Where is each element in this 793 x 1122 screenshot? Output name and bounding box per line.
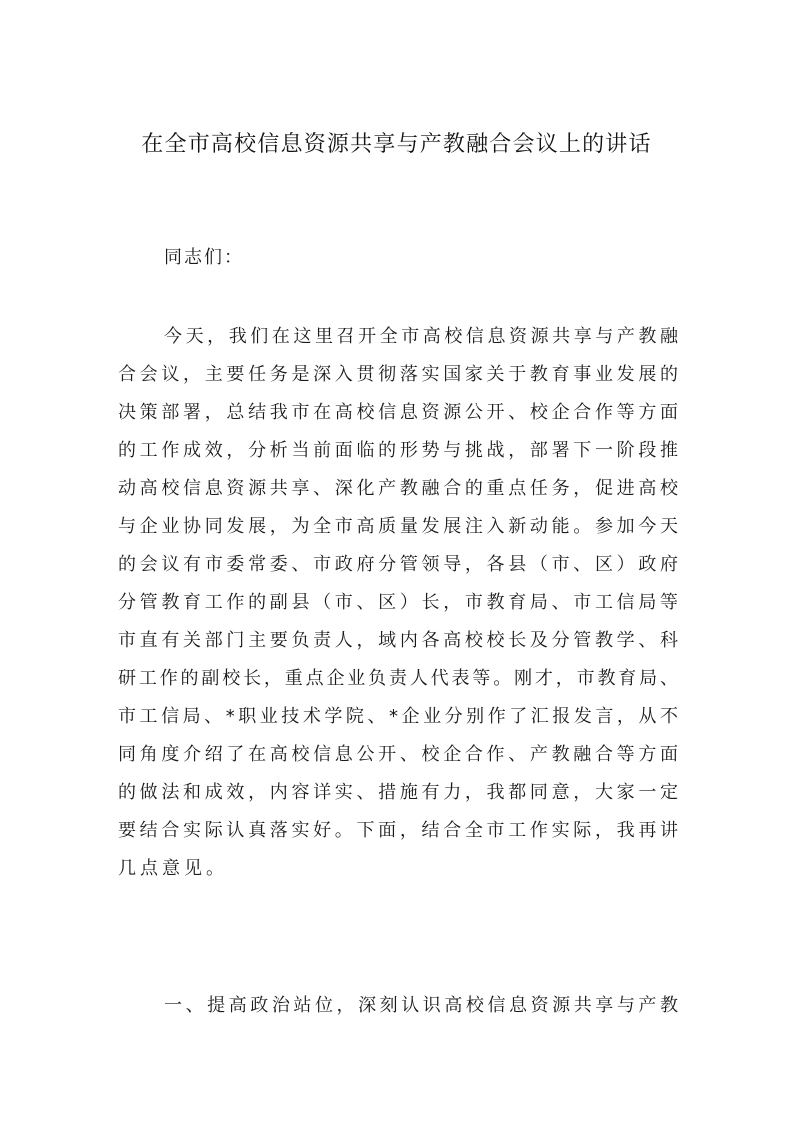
paragraph-line: 同角度介绍了在高校信息公开、校企合作、产教融合等方面 <box>118 744 678 765</box>
paragraph-line: 要结合实际认真落实好。下面，结合全市工作实际，我再讲 <box>118 820 678 841</box>
paragraph-line: 合会议，主要任务是深入贯彻落实国家关于教育事业发展的 <box>118 364 678 385</box>
paragraph-line: 市直有关部门主要负责人，域内各高校校长及分管教学、科 <box>118 630 678 651</box>
paragraph-line: 的会议有市委常委、市政府分管领导，各县（市、区）政府 <box>118 554 678 575</box>
paragraph-line: 与企业协同发展，为全市高质量发展注入新动能。参加今天 <box>118 516 678 537</box>
paragraph-line: 分管教育工作的副县（市、区）长，市教育局、市工信局等 <box>118 592 678 613</box>
paragraph-line: 的工作成效，分析当前面临的形势与挑战，部署下一阶段推 <box>118 440 678 461</box>
salutation: 同志们： <box>164 247 244 268</box>
paragraph-line: 几点意见。 <box>118 858 228 879</box>
document-title: 在全市高校信息资源共享与产教融合会议上的讲话 <box>141 132 652 157</box>
paragraph-line: 决策部署，总结我市在高校信息资源公开、校企合作等方面 <box>118 402 678 423</box>
paragraph-line: 动高校信息资源共享、深化产教融合的重点任务，促进高校 <box>118 478 678 499</box>
paragraph-line: 今天，我们在这里召开全市高校信息资源共享与产教融 <box>164 326 678 347</box>
paragraph-line: 市工信局、*职业技术学院、*企业分别作了汇报发言，从不 <box>118 706 678 727</box>
paragraph-line: 研工作的副校长，重点企业负责人代表等。刚才，市教育局、 <box>118 668 678 689</box>
paragraph-line: 的做法和成效，内容详实、措施有力，我都同意，大家一定 <box>118 782 678 803</box>
section-heading: 一、提高政治站位，深刻认识高校信息资源共享与产教 <box>164 995 678 1016</box>
